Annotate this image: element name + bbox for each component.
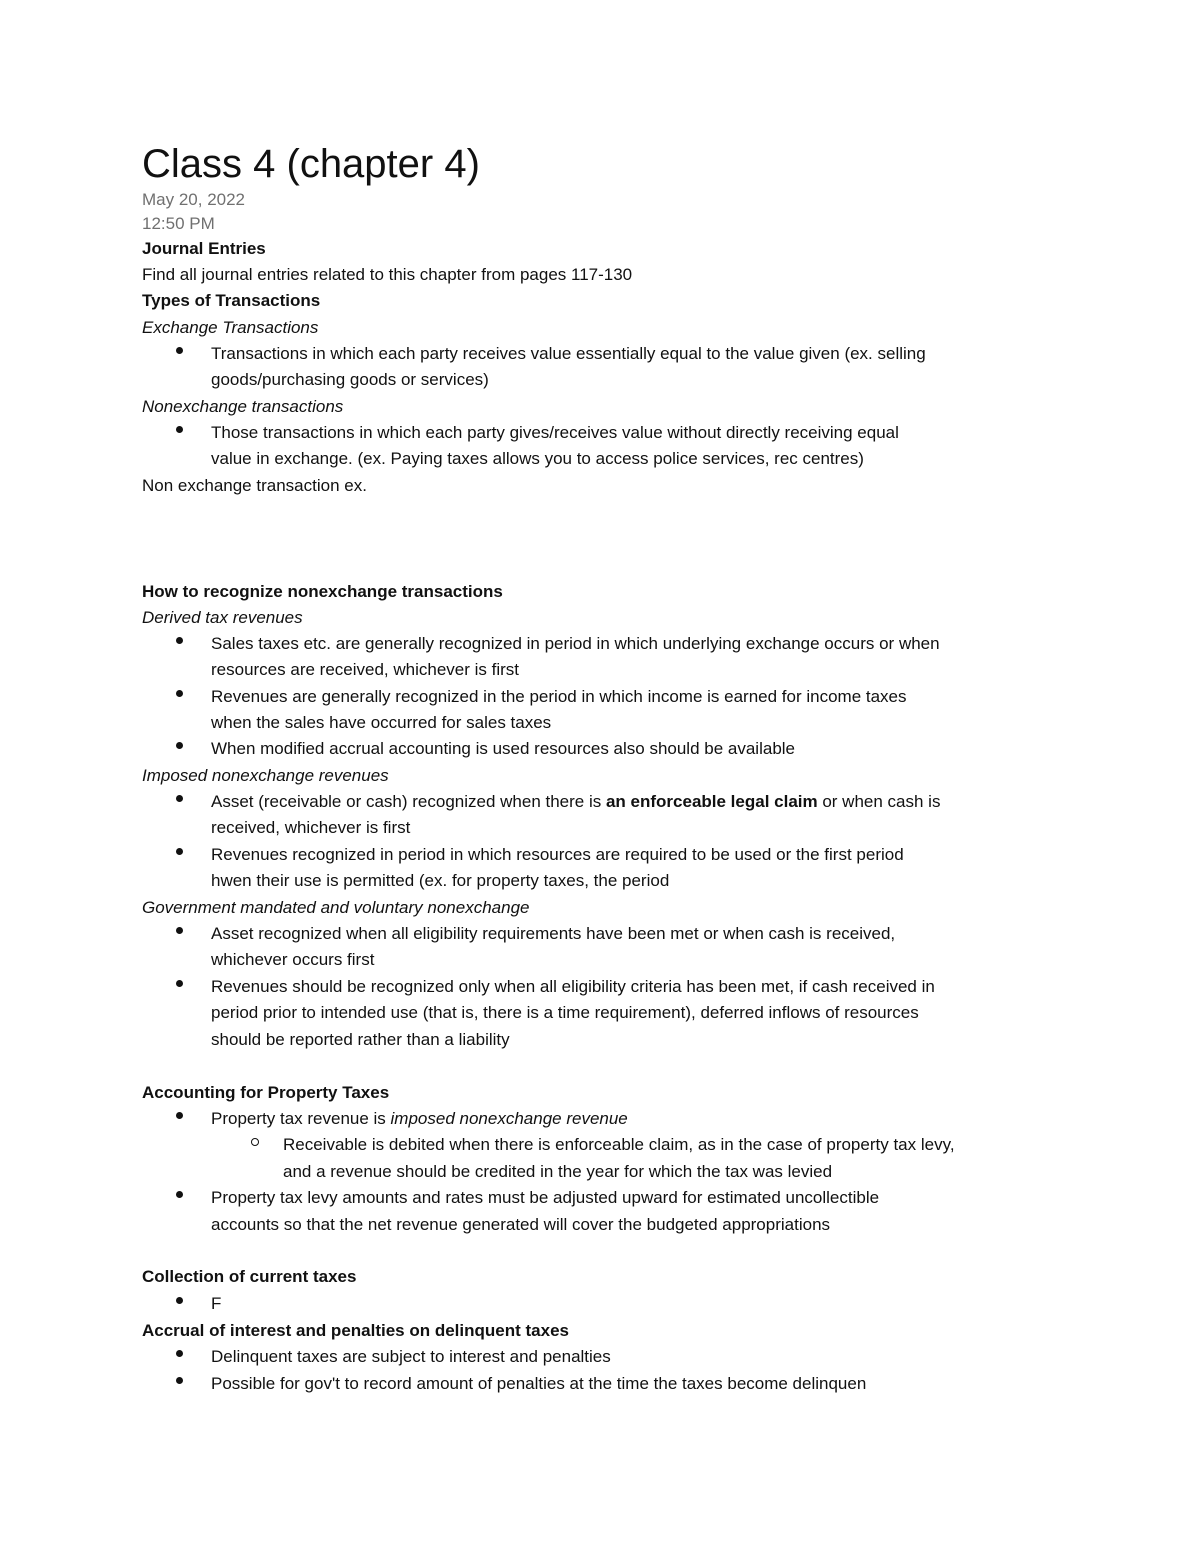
bullet-icon <box>176 1377 183 1384</box>
nonexchange-bullet-line2: value in exchange. (ex. Paying taxes allows you to access police services, rec centres) <box>211 449 864 468</box>
nonexchange-bullet-line1: Those transactions in which each party gives/receives value without directly receiving equal <box>211 423 899 442</box>
derived-bullet2-line1: Revenues are generally recognized in the period in which income is earned for income taxes <box>211 687 907 706</box>
collection-heading: Collection of current taxes <box>142 1267 357 1286</box>
gov-bullet2-line1: Revenues should be recognized only when all eligibility criteria has been met, if cash received in <box>211 977 935 996</box>
bullet-icon <box>176 426 183 433</box>
imposed-bullet2-line2: hwen their use is permitted (ex. for property taxes, the period <box>211 871 670 890</box>
bullet-icon <box>176 848 183 855</box>
derived-label: Derived tax revenues <box>142 608 303 627</box>
journal-heading: Journal Entries <box>142 239 266 258</box>
gov-bullet2-line3: should be reported rather than a liability <box>211 1030 510 1049</box>
bullet-icon <box>176 690 183 697</box>
recognize-heading: How to recognize nonexchange transactions <box>142 582 503 601</box>
imposed-bullet1-post: or when cash is <box>817 792 941 811</box>
bullet-icon <box>176 1112 183 1119</box>
types-heading: Types of Transactions <box>142 291 321 310</box>
accrual-bullet1: Delinquent taxes are subject to interest and penalties <box>211 1347 611 1366</box>
bullet-icon <box>176 637 183 644</box>
derived-bullet1-line2: resources are received, whichever is first <box>211 660 520 679</box>
property-bullet1 <box>211 1106 628 1132</box>
note-time: 12:50 PM <box>142 214 215 233</box>
imposed-bullet1-line2: received, whichever is first <box>211 818 411 837</box>
derived-bullet2-line2: when the sales have occurred for sales taxes <box>211 713 552 732</box>
imposed-bullet2-line1: Revenues recognized in period in which resources are required to be used or the first period <box>211 845 904 864</box>
exchange-bullet-line1: Transactions in which each party receives value essentially equal to the value given (ex. selling <box>211 344 926 363</box>
imposed-label: Imposed nonexchange revenues <box>142 766 389 785</box>
bullet-icon <box>176 980 183 987</box>
bullet-icon <box>176 1191 183 1198</box>
note-date: May 20, 2022 <box>142 190 246 209</box>
exchange-bullet-line2: goods/purchasing goods or services) <box>211 370 489 389</box>
bullet-icon <box>176 927 183 934</box>
gov-label: Government mandated and voluntary nonexchange <box>142 898 530 917</box>
accrual-heading: Accrual of interest and penalties on delinquent taxes <box>142 1321 569 1340</box>
imposed-bullet1-pre: Asset (receivable or cash) recognized when there is <box>211 792 606 811</box>
imposed-bullet1-bold: an enforceable legal claim <box>605 792 818 811</box>
gov-bullet1-line2: whichever occurs first <box>211 950 375 969</box>
gov-bullet1-line1: Asset recognized when all eligibility requirements have been met or when cash is received, <box>211 924 896 943</box>
property-bullet1-ital: imposed nonexchange revenue <box>390 1109 628 1128</box>
derived-bullet3: When modified accrual accounting is used resources also should be available <box>211 739 796 758</box>
bullet-icon <box>176 1297 183 1304</box>
derived-bullet1-line1: Sales taxes etc. are generally recognized in period in which underlying exchange occurs or when <box>211 634 940 653</box>
exchange-label: Exchange Transactions <box>142 318 319 337</box>
accrual-bullet2: Possible for gov't to record amount of penalties at the time the taxes become delinquen <box>211 1374 867 1393</box>
property-bullet2-line2: accounts so that the net revenue generated will cover the budgeted appropriations <box>211 1215 831 1234</box>
sub-bullet-icon <box>251 1138 259 1146</box>
page-title: Class 4 (chapter 4) <box>142 142 480 186</box>
gov-bullet2-line2: period prior to intended use (that is, there is a time requirement), deferred inflows of resources <box>211 1003 919 1022</box>
collection-bullet1: F <box>211 1294 222 1313</box>
nonexchange-label: Nonexchange transactions <box>142 397 344 416</box>
property-bullet2-line1: Property tax levy amounts and rates must be adjusted upward for estimated uncollectible <box>211 1188 880 1207</box>
property-sub-bullet-line1: Receivable is debited when there is enforceable claim, as in the case of property tax levy, <box>283 1135 955 1154</box>
bullet-icon <box>176 742 183 749</box>
journal-text: Find all journal entries related to this chapter from pages 117-130 <box>142 265 633 284</box>
property-sub-bullet-line2: and a revenue should be credited in the year for which the tax was levied <box>283 1162 833 1181</box>
nonexchange-example-text: Non exchange transaction ex. <box>142 476 367 495</box>
property-heading: Accounting for Property Taxes <box>142 1083 390 1102</box>
bullet-icon <box>176 795 183 802</box>
property-bullet1-pre: Property tax revenue is <box>211 1109 391 1128</box>
imposed-bullet1-line1 <box>211 789 940 815</box>
bullet-icon <box>176 1350 183 1357</box>
bullet-icon <box>176 347 183 354</box>
